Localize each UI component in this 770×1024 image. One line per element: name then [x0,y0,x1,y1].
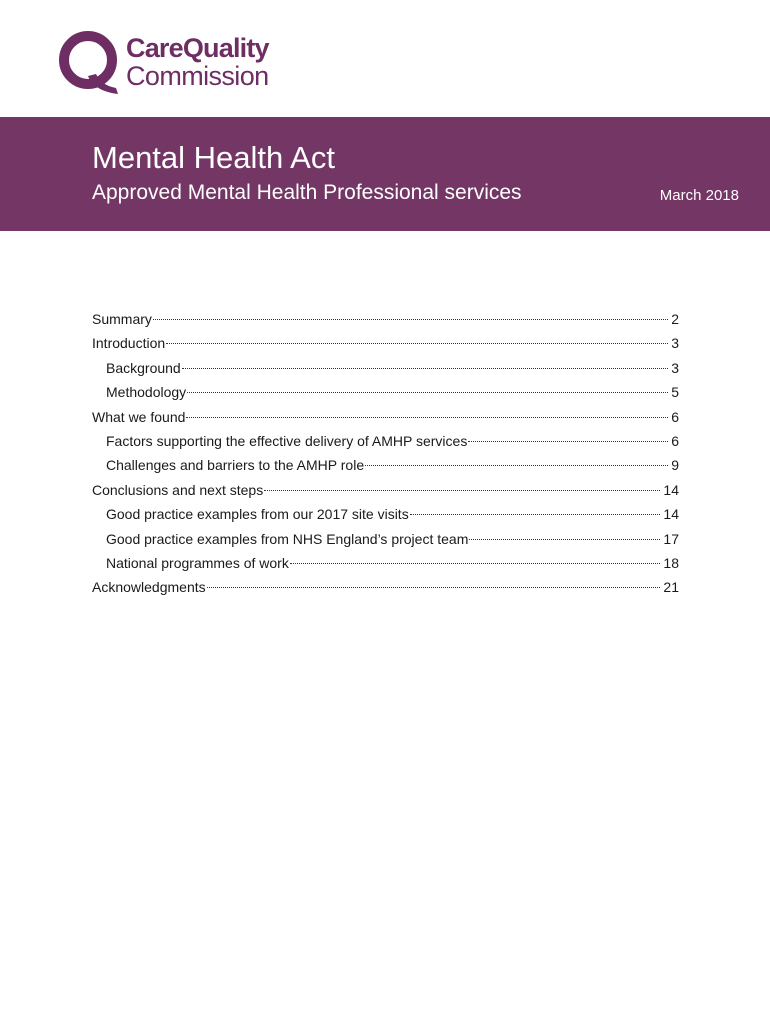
toc-dot-leader [153,319,668,320]
document-title: Mental Health Act [92,140,335,175]
toc-entry[interactable] [92,502,679,526]
toc-entry[interactable] [92,575,679,599]
toc-entry[interactable] [92,429,679,453]
toc-entry-label: Challenges and barriers to the AMHP role [106,457,365,474]
publication-date: March 2018 [659,187,739,204]
toc-dot-leader [186,417,668,418]
toc-entry-page-number: 9 [671,457,679,474]
cqc-logo [58,30,298,102]
document-subtitle: Approved Mental Health Professional services [92,181,522,204]
toc-entry-page-number: 18 [663,554,679,571]
toc-entry-label: Acknowledgments [92,579,206,596]
toc-entry-label: Background [106,359,181,376]
toc-entry[interactable] [92,380,679,404]
toc-entry[interactable] [92,551,679,575]
toc-dot-leader [182,368,668,369]
toc-dot-leader [365,465,668,466]
toc-dot-leader [410,514,661,515]
toc-dot-leader [207,587,661,588]
toc-entry-label: Summary [92,311,152,327]
table-of-contents [92,307,679,600]
logo-line-1: CareQuality [126,33,269,63]
toc-entry[interactable] [92,307,679,331]
toc-entry[interactable] [92,405,679,429]
toc-entry-page-number: 2 [671,311,679,327]
toc-dot-leader [290,563,661,564]
toc-entry-page-number: 17 [663,530,679,547]
toc-entry-page-number: 6 [671,408,679,425]
toc-entry[interactable] [92,356,679,380]
toc-entry-label: National programmes of work [106,554,289,571]
logo-wordmark [126,34,269,90]
toc-dot-leader [264,490,660,491]
toc-entry-label: What we found [92,408,186,425]
toc-entry-page-number: 14 [663,481,679,498]
toc-entry-label: Factors supporting the effective delivery of AMHP services [106,432,468,449]
toc-entry-page-number: 14 [663,506,679,523]
toc-entry[interactable] [92,331,679,355]
toc-dot-leader [187,392,668,393]
toc-entry-page-number: 5 [671,384,679,401]
toc-entry[interactable] [92,527,679,551]
title-banner [0,117,770,231]
logo-line-2: Commission [126,61,269,91]
toc-entry-page-number: 3 [671,359,679,376]
toc-entry-page-number: 6 [671,432,679,449]
toc-entry-page-number: 3 [671,335,679,352]
toc-dot-leader [166,343,668,344]
toc-entry-label: Conclusions and next steps [92,481,264,498]
toc-entry-label: Methodology [106,384,187,401]
toc-entry-label: Good practice examples from NHS England’s project team [106,530,469,547]
toc-entry[interactable] [92,478,679,502]
toc-dot-leader [469,539,660,540]
toc-entry-page-number: 21 [663,579,679,596]
toc-entry-label: Good practice examples from our 2017 site visits [106,506,409,523]
toc-entry-label: Introduction [92,335,166,352]
toc-entry[interactable] [92,453,679,477]
cqc-q-logo-icon [58,30,124,98]
toc-dot-leader [468,441,668,442]
